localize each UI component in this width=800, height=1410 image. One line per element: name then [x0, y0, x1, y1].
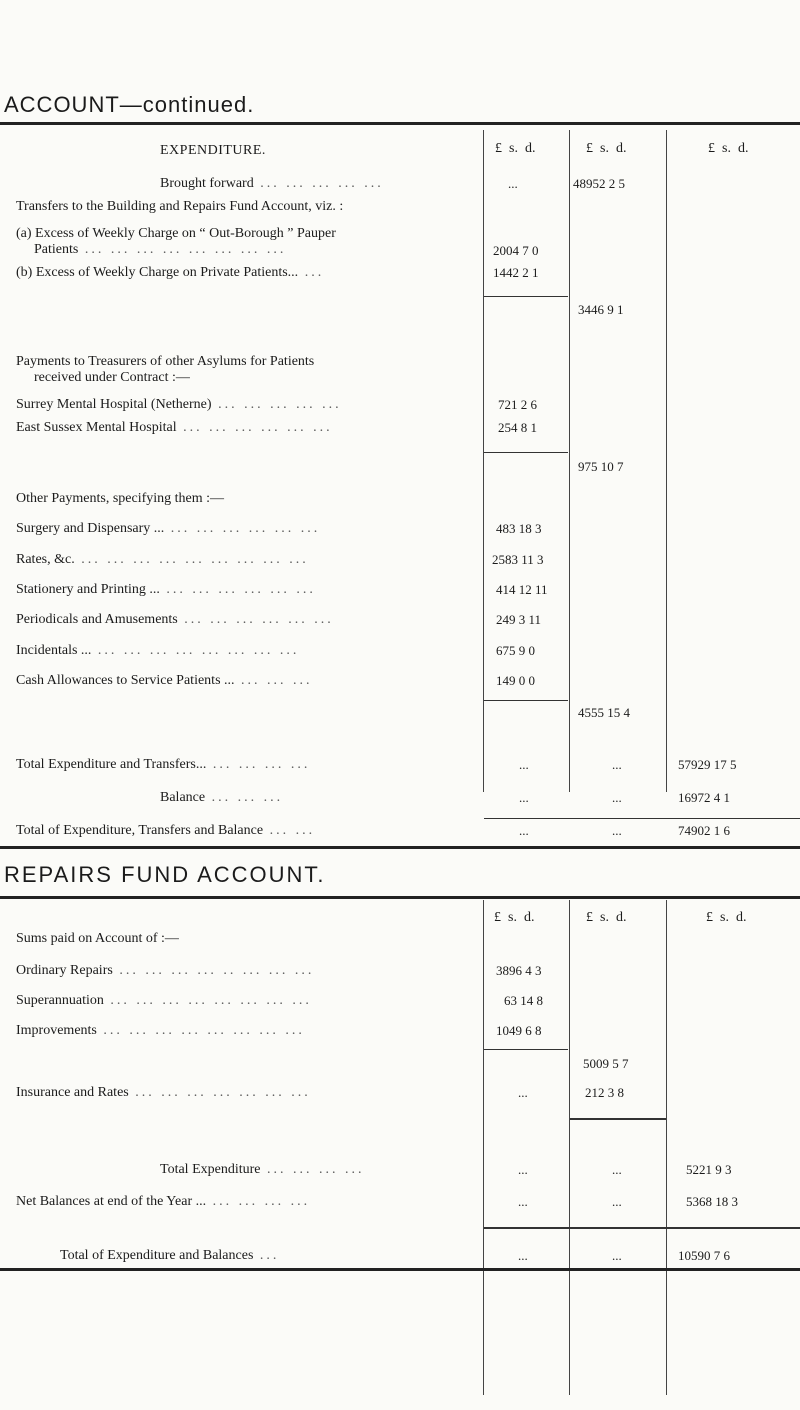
- other-item-value: 414 12 11: [496, 582, 548, 597]
- repairs-item-value: 63 14 8: [504, 993, 543, 1008]
- excess-b-value: 1442 2 1: [493, 265, 539, 280]
- brought-forward-label: Brought forward ... ... ... ... ...: [160, 176, 384, 191]
- repairs-total-col1-ellipsis: ...: [518, 1162, 528, 1177]
- section-bottom-rule: [0, 846, 800, 849]
- repairs-total-col2-ellipsis: ...: [612, 1162, 622, 1177]
- transfers-heading: Transfers to the Building and Repairs Fund Account, viz. :: [16, 199, 344, 214]
- payments-line2: received under Contract :—: [34, 370, 190, 385]
- other-item-label: Rates, &c. ... ... ... ... ... ... ... ... ...: [16, 552, 309, 567]
- insurance-label: Insurance and Rates ... ... ... ... ... ... ...: [16, 1085, 311, 1100]
- other-item-label: Stationery and Printing ... ... ... ... ... ... ...: [16, 582, 316, 597]
- sussex-value: 254 8 1: [498, 420, 537, 435]
- total-expenditure-value: 57929 17 5: [678, 757, 737, 772]
- other-item-label: Surgery and Dispensary ... ... ... ... ... ... ...: [16, 521, 321, 536]
- grand-col2-ellipsis: ...: [612, 823, 622, 838]
- col1-currency-header: £ s. d.: [495, 141, 536, 156]
- other-payments-total: 4555 15 4: [578, 705, 630, 720]
- other-item-value: 2583 11 3: [492, 552, 544, 567]
- repairs-item-label: Superannuation ... ... ... ... ... ... ... ...: [16, 993, 312, 1008]
- subtotal-rule: [484, 452, 568, 453]
- repairs-grand-col1-ellipsis: ...: [518, 1248, 528, 1263]
- net-col1-ellipsis: ...: [518, 1194, 528, 1209]
- grand-col1-ellipsis: ...: [519, 823, 529, 838]
- repairs-col3-currency-header: £ s. d.: [706, 910, 747, 925]
- repairs-grand-label: Total of Expenditure and Balances ...: [60, 1248, 280, 1263]
- grand-total-value: 74902 1 6: [678, 823, 730, 838]
- insurance-value: 212 3 8: [585, 1085, 624, 1100]
- subtotal-rule: [570, 1118, 666, 1120]
- repairs-title: REPAIRS FUND ACCOUNT.: [4, 862, 326, 887]
- repairs-item-value: 3896 4 3: [496, 963, 542, 978]
- repairs-grand-value: 10590 7 6: [678, 1248, 730, 1263]
- repairs-total-label: Total Expenditure ... ... ... ...: [160, 1162, 365, 1177]
- grand-total-rule: [484, 1227, 800, 1229]
- brought-forward-col1: ...: [508, 176, 518, 191]
- total-col2-ellipsis: ...: [612, 757, 622, 772]
- column-divider: [569, 130, 570, 792]
- surrey-label: Surrey Mental Hospital (Netherne) ... ... ... ... ...: [16, 397, 342, 412]
- transfers-total: 3446 9 1: [578, 302, 624, 317]
- other-item-label: Incidentals ... ... ... ... ... ... ... ... ...: [16, 643, 300, 658]
- repairs-col2-currency-header: £ s. d.: [586, 910, 627, 925]
- surrey-value: 721 2 6: [498, 397, 537, 412]
- excess-a-line1: (a) Excess of Weekly Charge on “ Out-Borough ” Pauper: [16, 226, 336, 241]
- excess-a-line2: Patients ... ... ... ... ... ... ... ...: [34, 242, 287, 257]
- other-item-value: 483 18 3: [496, 521, 542, 536]
- brought-forward-col2: 48952 2 5: [573, 176, 625, 191]
- repairs-item-label: Improvements ... ... ... ... ... ... ... ...: [16, 1023, 305, 1038]
- payments-line1: Payments to Treasurers of other Asylums for Patients: [16, 354, 315, 369]
- balance-col1-ellipsis: ...: [519, 790, 529, 805]
- col2-currency-header: £ s. d.: [586, 141, 627, 156]
- subtotal-rule: [484, 700, 568, 701]
- excess-a-value: 2004 7 0: [493, 243, 539, 258]
- other-item-value: 249 3 11: [496, 612, 542, 627]
- balance-value: 16972 4 1: [678, 790, 730, 805]
- page-title: ACCOUNT—continued.: [4, 92, 255, 117]
- repairs-item-value: 1049 6 8: [496, 1023, 542, 1038]
- repairs-bottom-rule: [0, 1268, 800, 1271]
- top-rule: [0, 122, 800, 125]
- other-payments-heading: Other Payments, specifying them :—: [16, 491, 225, 506]
- grand-total-label: Total of Expenditure, Transfers and Balance ... ...: [16, 823, 316, 838]
- repairs-top-rule: [0, 896, 800, 899]
- column-divider: [483, 130, 484, 792]
- net-col2-ellipsis: ...: [612, 1194, 622, 1209]
- sums-heading: Sums paid on Account of :—: [16, 931, 179, 946]
- column-divider: [483, 900, 484, 1395]
- repairs-items-total: 5009 5 7: [583, 1056, 629, 1071]
- repairs-col1-currency-header: £ s. d.: [494, 910, 535, 925]
- column-divider: [569, 900, 570, 1395]
- repairs-grand-col2-ellipsis: ...: [612, 1248, 622, 1263]
- expenditure-header: EXPENDITURE.: [160, 143, 266, 158]
- column-divider: [666, 130, 667, 792]
- subtotal-rule: [484, 1049, 568, 1050]
- total-expenditure-label: Total Expenditure and Transfers... ... ... ... ...: [16, 757, 311, 772]
- balance-col2-ellipsis: ...: [612, 790, 622, 805]
- grand-total-rule: [484, 818, 800, 819]
- other-item-value: 675 9 0: [496, 643, 535, 658]
- insurance-col1-ellipsis: ...: [518, 1085, 528, 1100]
- other-item-value: 149 0 0: [496, 673, 535, 688]
- other-item-label: Periodicals and Amusements ... ... ... ... ... ...: [16, 612, 334, 627]
- payments-total: 975 10 7: [578, 459, 624, 474]
- balance-label: Balance ... ... ...: [160, 790, 284, 805]
- sussex-label: East Sussex Mental Hospital ... ... ... ... ... ...: [16, 420, 333, 435]
- other-item-label: Cash Allowances to Service Patients ... ... ... ...: [16, 673, 313, 688]
- col3-currency-header: £ s. d.: [708, 141, 749, 156]
- column-divider: [666, 900, 667, 1395]
- subtotal-rule: [484, 296, 568, 297]
- net-balances-label: Net Balances at end of the Year ... ... ... ... ...: [16, 1194, 311, 1209]
- net-balances-value: 5368 18 3: [686, 1194, 738, 1209]
- repairs-total-value: 5221 9 3: [686, 1162, 732, 1177]
- repairs-item-label: Ordinary Repairs ... ... ... ... .. ... ... ...: [16, 963, 315, 978]
- excess-b-label: (b) Excess of Weekly Charge on Private Patients... ...: [16, 265, 325, 280]
- total-col1-ellipsis: ...: [519, 757, 529, 772]
